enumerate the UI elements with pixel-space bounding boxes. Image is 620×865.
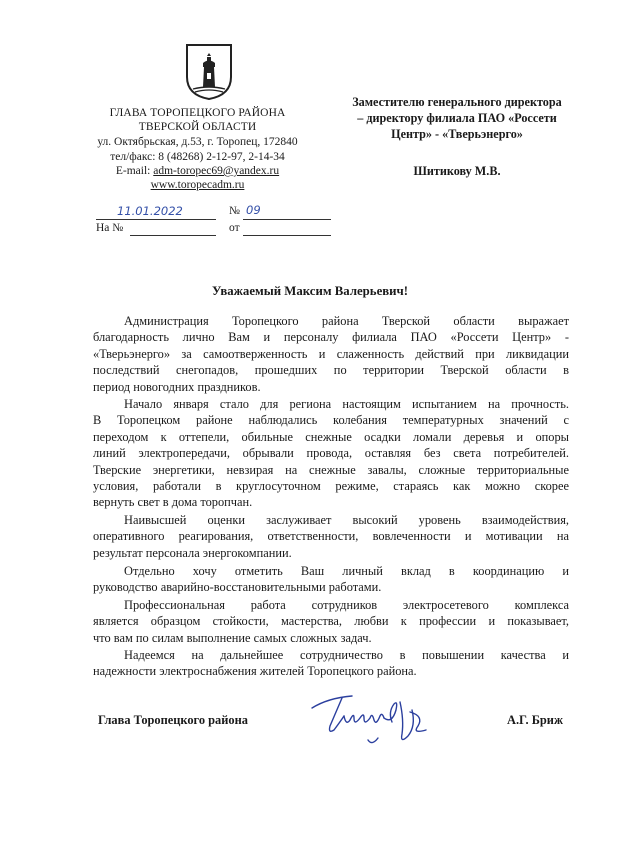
text-line: Начало января стало для региона настоящим испытанием на прочность. — [124, 397, 569, 411]
text-line: является образцом стойкости, мастерства, любви к профессии и показывает, — [93, 614, 569, 629]
text-line: «Тверьэнерго» за самоотверженность и слаженность действий при ликвидации — [93, 346, 569, 361]
text-line: благодарность лично Вам и персоналу филиала ПАО «Россети Центр» - — [93, 330, 569, 345]
coat-of-arms-icon — [185, 43, 233, 101]
text-line: оперативного реагирования, ответственности, вовлеченности и мотивации на — [93, 529, 569, 544]
text-line: Отдельно хочу отметить Ваш личный вклад в координацию и — [124, 564, 569, 578]
org-email-line — [90, 164, 305, 179]
text-line: Профессиональная работа сотрудников электросетевого комплекса — [124, 598, 569, 612]
text-line: период новогодних праздников. — [93, 379, 261, 394]
text-line: Наивысшей оценки заслуживает высокий уровень взаимодействия, — [124, 513, 569, 527]
on-number-rule — [130, 235, 216, 236]
date-rule — [96, 219, 216, 220]
org-name-line2: ТВЕРСКОЙ ОБЛАСТИ — [138, 121, 257, 133]
recipient-line3: Центр» - «Тверьэнерго» — [391, 127, 523, 141]
text-line: надежности электроснабжения жителей Торопецкого района. — [93, 664, 417, 679]
text-line: Тверские энергетики, невзирая на снежные завалы, сложные территориальные — [93, 462, 569, 477]
text-line: условия, работали в круглосуточном режиме, стараясь как можно скорее — [93, 479, 569, 494]
text-line: Надеемся на дальнейшее сотрудничество в повышении качества и — [124, 648, 569, 662]
body-paragraph-5 — [93, 597, 569, 646]
website-link[interactable]: www.toropecadm.ru — [150, 179, 245, 191]
text-line: В Торопецком районе наблюдались колебания температурных значений с — [93, 413, 569, 428]
number-label: № — [229, 205, 240, 217]
text-line: вернуть свет в дома торопчан. — [93, 495, 253, 510]
text-line: что вам по силам выполнение самых сложных задач. — [93, 630, 372, 645]
body-paragraph-2 — [93, 396, 569, 511]
org-address: ул. Октябрьская, д.53, г. Торопец, 172840 — [97, 136, 298, 148]
email-label: E-mail: — [115, 165, 151, 177]
handwritten-signature-icon — [308, 690, 440, 752]
body-paragraph-4 — [93, 563, 569, 596]
org-name-line1: ГЛАВА ТОРОПЕЦКОГО РАЙОНА — [109, 107, 286, 119]
email-link[interactable]: adm-toropec69@yandex.ru — [153, 165, 280, 177]
from-rule — [243, 235, 331, 236]
text-line: результат персонала энергокомпании. — [93, 545, 292, 560]
on-number-label: На № — [96, 222, 124, 234]
text-line: линий электропередачи, обрывали провода, оставляя без света потребителей. — [93, 446, 569, 461]
text-line: Администрация Торопецкого района Тверской области выражает — [124, 314, 569, 328]
recipient-name: Шитикову М.В. — [413, 164, 501, 178]
number-rule — [243, 219, 331, 220]
handwritten-number: 09 — [246, 203, 261, 217]
recipient-line2: – директору филиала ПАО «Россети — [357, 111, 557, 125]
handwritten-date: 11.01.2022 — [117, 204, 183, 218]
signer-position: Глава Торопецкого района — [98, 713, 248, 727]
from-label: от — [229, 222, 240, 234]
recipient-line1: Заместителю генерального директора — [352, 95, 562, 109]
body-paragraph-6 — [93, 647, 569, 680]
text-line: руководство аварийно-восстановительными работами. — [93, 580, 382, 595]
text-line: переходом к оттепели, обильные снежные осадки ломали деревья и опоры — [93, 429, 569, 444]
greeting: Уважаемый Максим Валерьевич! — [211, 284, 409, 298]
body-paragraph-1 — [93, 313, 569, 395]
signer-name: А.Г. Бриж — [507, 713, 563, 727]
body-paragraph-3 — [93, 512, 569, 561]
text-line: последствий снегопадов, прошедших по территории Тверской области в — [93, 363, 569, 378]
org-phone: тел/факс: 8 (48268) 2-12-97, 2-14-34 — [110, 151, 285, 163]
